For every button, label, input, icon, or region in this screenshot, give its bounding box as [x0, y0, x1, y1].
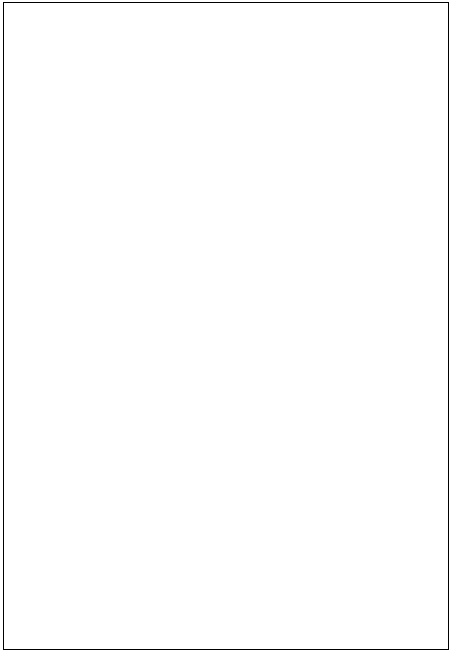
legislation-table [3, 2, 449, 650]
